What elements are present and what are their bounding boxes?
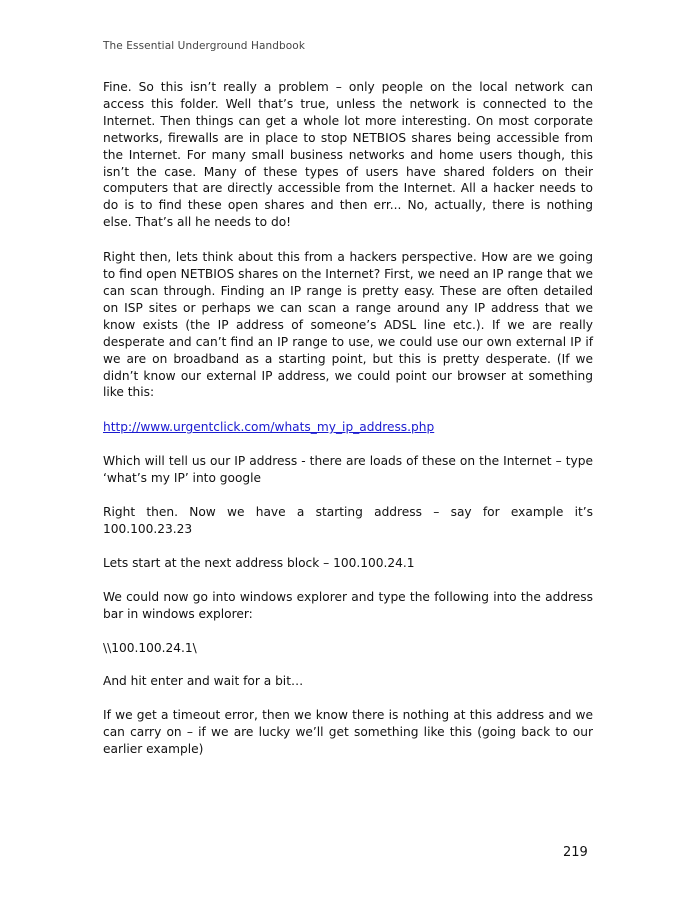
page-number: 219: [563, 845, 588, 860]
page-body: [103, 79, 593, 758]
whats-my-ip-link[interactable]: http://www.urgentclick.com/whats_my_ip_address.php: [103, 420, 435, 435]
unc-path-example: \\100.100.24.1\: [103, 640, 197, 655]
paragraph-hit-enter: And hit enter and wait for a bit…: [103, 674, 304, 689]
paragraph-next-block: Lets start at the next address block – 100.100.24.1: [103, 555, 415, 570]
paragraph-netbios-intro: Fine. So this isn’t really a problem – only people on the local network can access this folder. Well that’s true, unless the network is connected to the Internet. Then things can get a whole lot more interesting. On most corporate networks, firewalls are in place to stop NETBIOS shares being accessible from the Internet. For many small business networks and home users though, this isn’t the case. Many of these types of users have shared folders on their computers that are directly accessible from the Internet. All a hacker needs to do is to find these open shares and then err... No, actually, there is nothing else. That’s all he needs to do!: [103, 80, 593, 230]
paragraph-timeout: If we get a timeout error, then we know there is nothing at this address and we can carry on – if we are lucky we’ll get something like this (going back to our earlier example): [103, 708, 593, 757]
link-paragraph: [103, 419, 593, 436]
running-header: The Essential Underground Handbook: [103, 40, 306, 52]
paragraph-starting-address: Right then. Now we have a starting address – say for example it’s 100.100.23.23: [103, 505, 593, 536]
paragraph-hacker-perspective: Right then, lets think about this from a hackers perspective. How are we going to find open NETBIOS shares on the Internet? First, we need an IP range that we can scan through. Finding an IP range is pretty easy. These are often detailed on ISP sites or perhaps we can scan a range around any IP address that we know exists (the IP address of someone’s ADSL line etc.). If we are really desperate and can’t find an IP range to use, we could use our own external IP if we are on broadband as a starting point, but this is pretty desperate. (If we didn’t know our external IP address, we could point our browser at something like this:: [103, 250, 593, 400]
paragraph-windows-explorer: We could now go into windows explorer and type the following into the address bar in windows explorer:: [103, 589, 593, 621]
paragraph-ip-lookup: Which will tell us our IP address - there are loads of these on the Internet – type ‘what’s my IP’ into google: [103, 454, 593, 486]
